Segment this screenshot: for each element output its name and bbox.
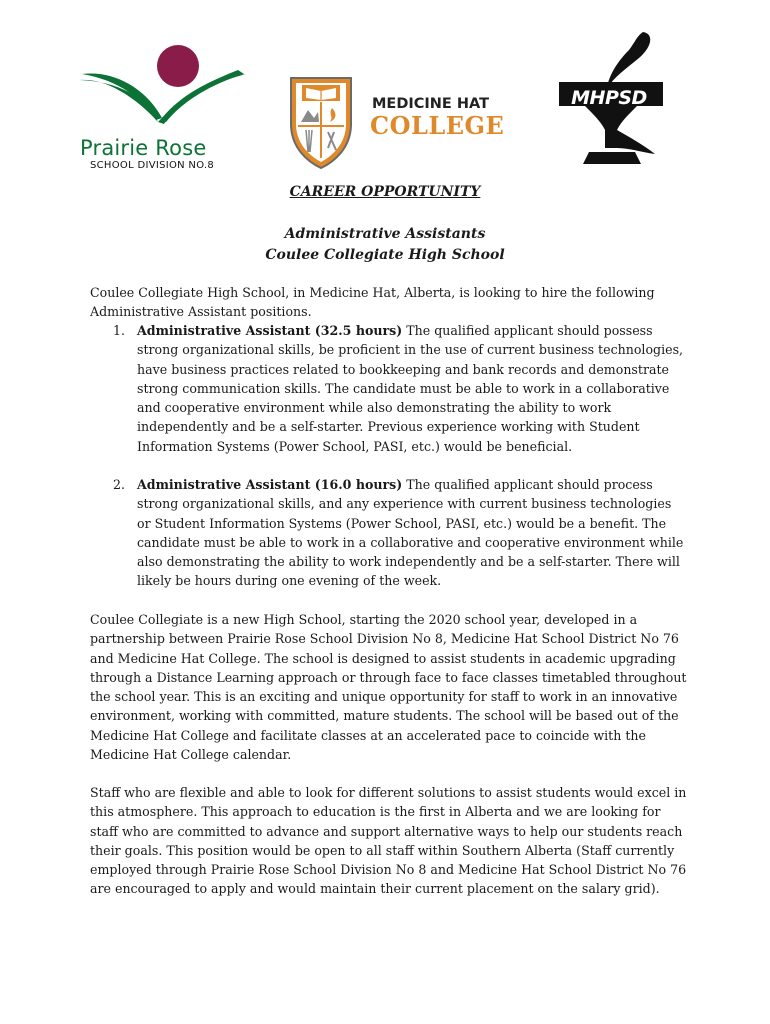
list-number: 2.: [113, 477, 126, 492]
position-heading: Administrative Assistants: [284, 226, 486, 242]
list-item-text: [137, 321, 685, 456]
school-heading: Coulee Collegiate High School: [265, 247, 505, 263]
college-name-line1: MEDICINE HAT: [372, 96, 490, 112]
mhpsd-logo: [555, 30, 675, 180]
intro-paragraph: Coulee Collegiate High School, in Medicine Hat, Alberta, is looking to hire the following Administrative Assistant positions.: [90, 285, 655, 320]
mhpsd-letters: MHPSD: [571, 87, 647, 109]
page-title: CAREER OPPORTUNITY: [289, 184, 481, 200]
position-description: The qualified applicant should possess strong organizational skills, be proficient in the use of current business technologies, have business practices related to bookkeeping and bank records and demonstrate strong communication skills. The candidate must be able to work in a collaborative and cooperative environment while also demonstrating the ability to work independently and be a self-starter. Previous experience working with Student Information Systems (Power School, PASI, etc.) would be beneficial.: [137, 323, 684, 454]
prairie-rose-subtitle: SCHOOL DIVISION NO.8: [90, 160, 215, 171]
school-description-paragraph: Coulee Collegiate is a new High School, starting the 2020 school year, developed in a partnership between Prairie Rose School Division No 8, Medicine Hat School District No 76 and Medicine Hat College. The school is designed to assist students in academic upgrading through a Distance Learning approach or through face to face classes timetabled throughout the school year. This is an exciting and unique opportunity for staff to work in an innovative environment, working with committed, mature students. The school will be based out of the Medicine Hat College and facilitate classes at an accelerated pace to coincide with the Medicine Hat College calendar.: [90, 612, 687, 763]
staff-paragraph: Staff who are flexible and able to look for different solutions to assist students would excel in this atmosphere. This approach to education is the first in Alberta and we are looking for staff who are committed to advance and support alternative ways to help our students reach their goals. This position would be open to all staff within Southern Alberta (Staff currently employed through Prairie Rose School Division No 8 and Medicine Hat School District No 76 are encouraged to apply and would maintain their current placement on the salary grid).: [90, 785, 687, 897]
position-description: The qualified applicant should process strong organizational skills, and any experience with current business technologies or Student Information Systems (Power School, PASI, etc.) would be a benefit. The candidate must be able to work in a collaborative and cooperative environment while also demonstrating the ability to work independently and be a self-starter. There will likely be hours during one evening of the week.: [137, 477, 684, 589]
list-item-text: [137, 475, 685, 591]
prairie-rose-name: Prairie Rose: [80, 136, 207, 160]
prairie-rose-logo: [78, 40, 248, 175]
position-title: Administrative Assistant (16.0 hours): [137, 477, 403, 492]
college-name-line2: COLLEGE: [370, 111, 505, 140]
list-number: 1.: [113, 323, 126, 338]
position-title: Administrative Assistant (32.5 hours): [137, 323, 403, 338]
prairie-rose-emblem-icon: [78, 40, 248, 140]
medicine-hat-college-logo: [288, 72, 503, 170]
college-shield-icon: [288, 72, 354, 170]
